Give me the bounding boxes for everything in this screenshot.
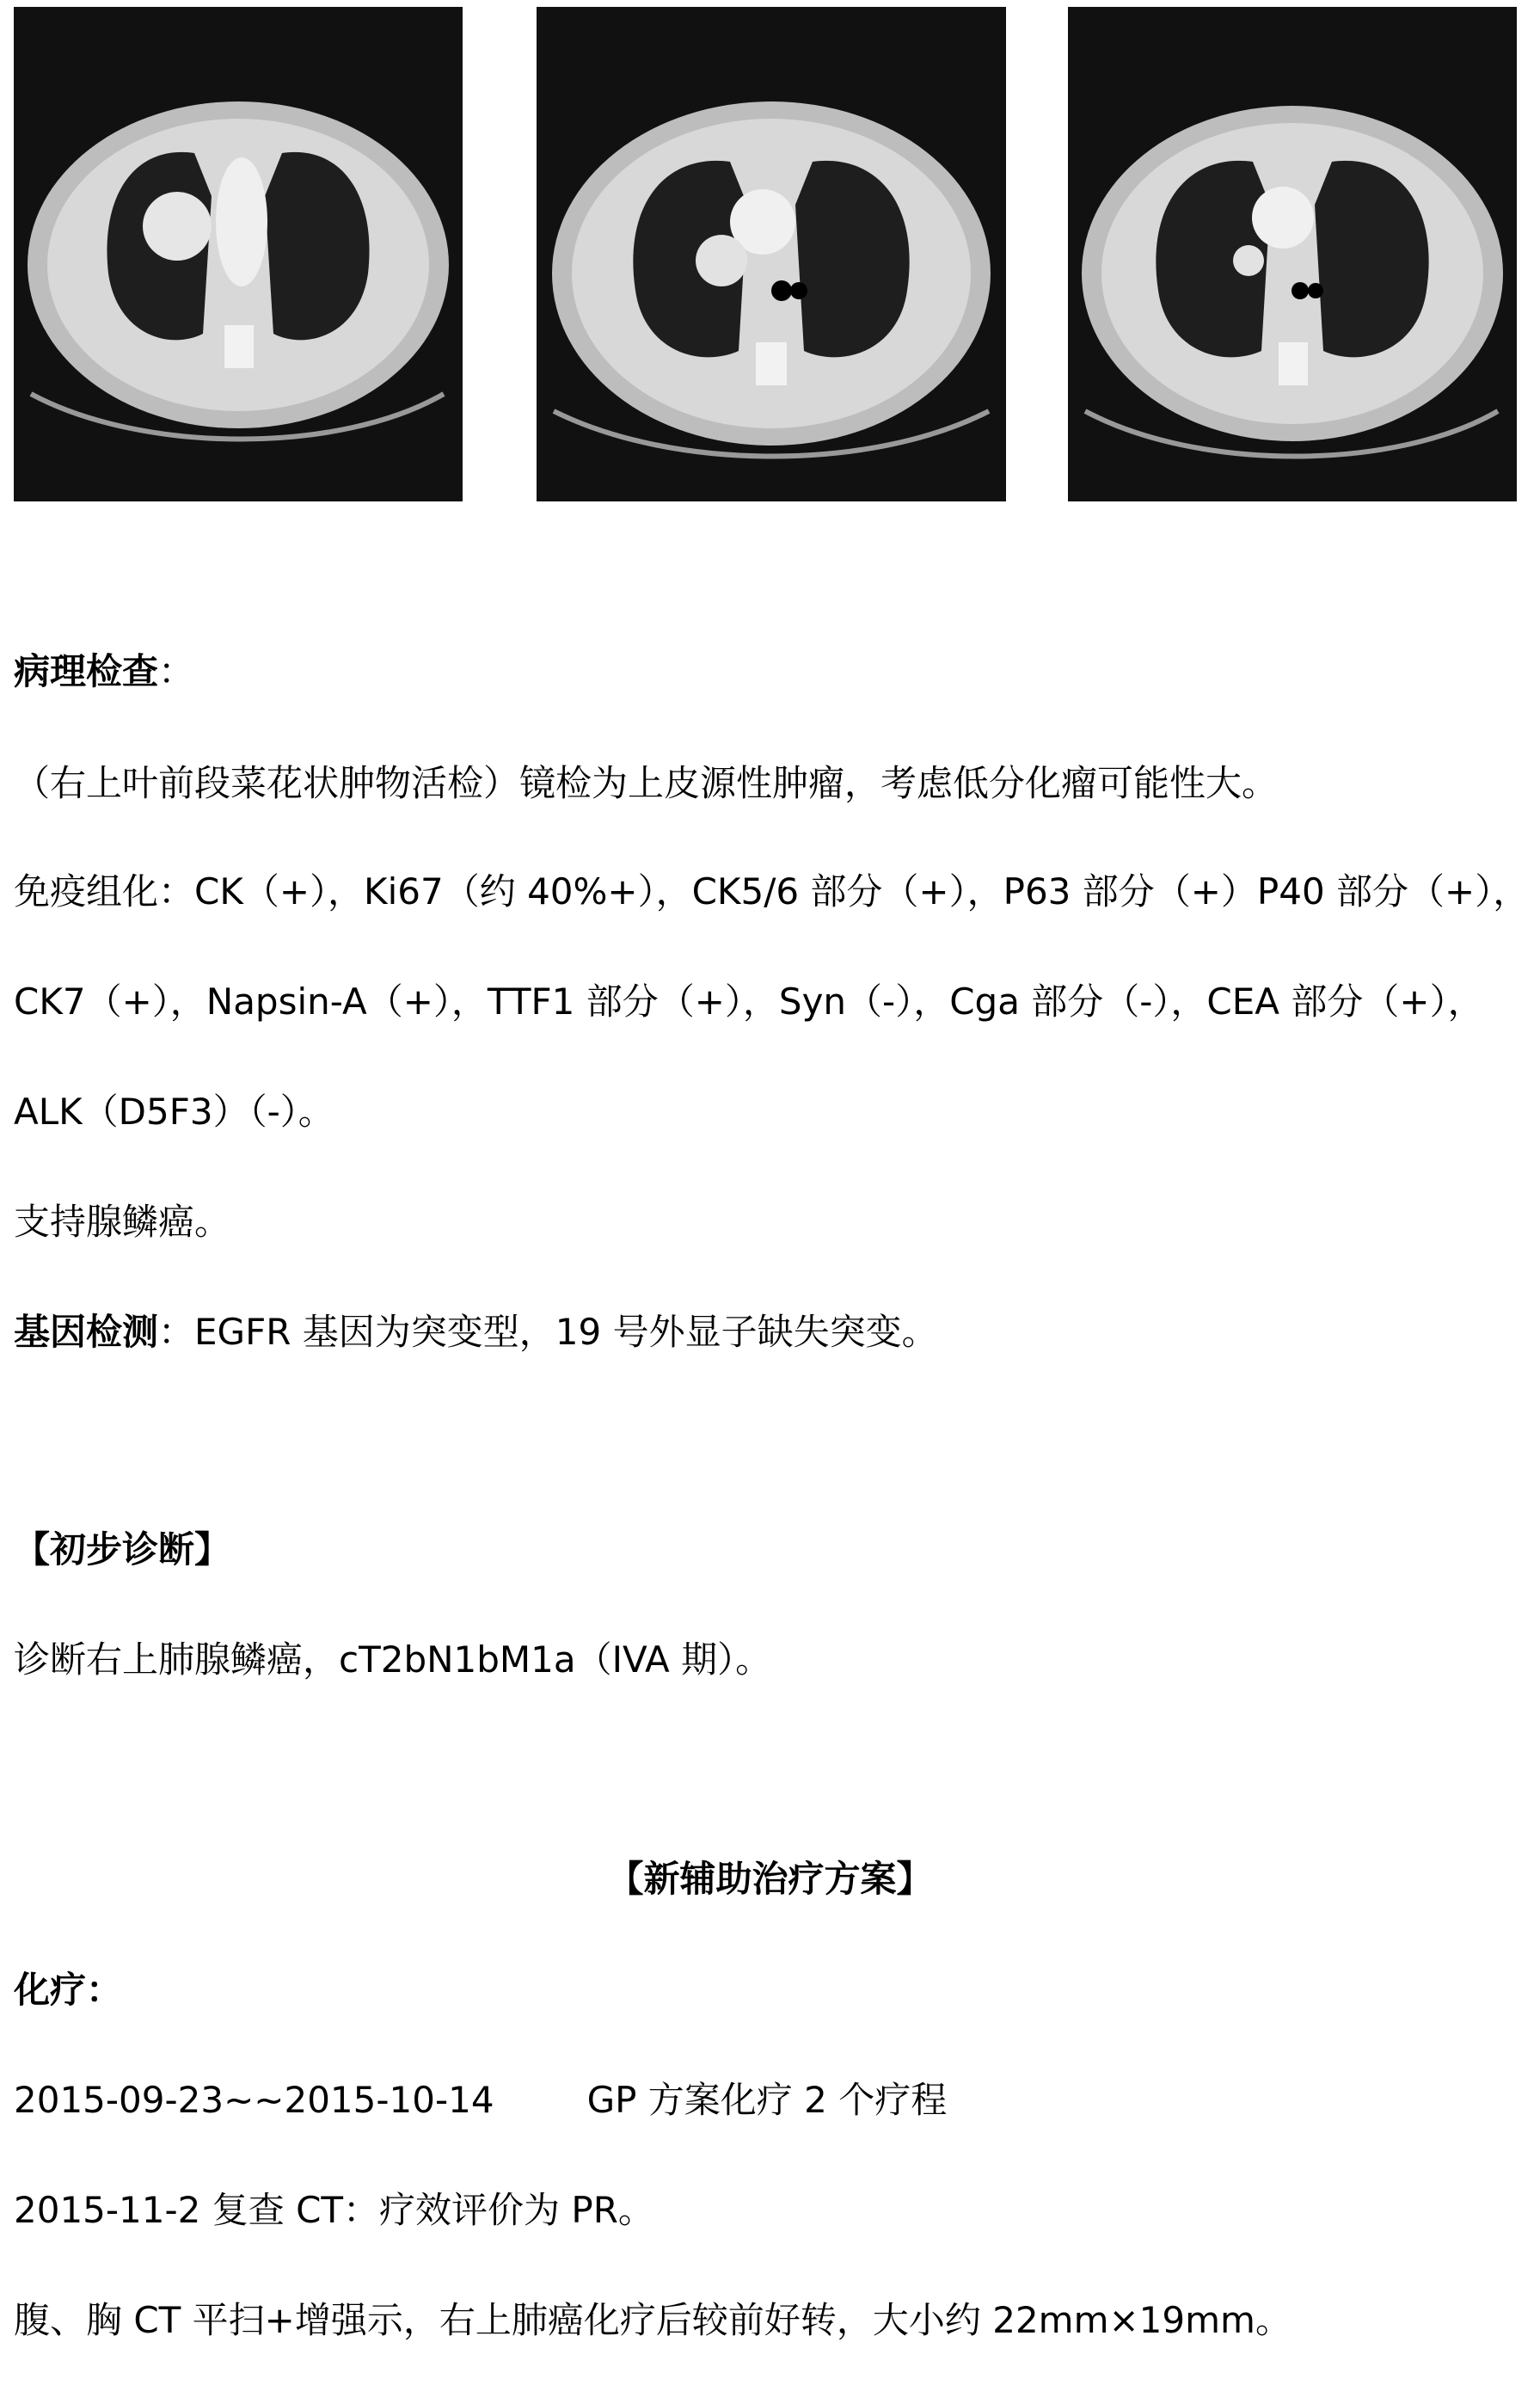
treatment-heading: 【新辅助治疗方案】 — [607, 1858, 933, 1900]
ct-scan-3-graphic — [1068, 7, 1517, 501]
ct-scan-1-graphic — [14, 7, 463, 501]
ihc-line-1: 免疫组化：CK（+），Ki67（约 40%+），CK5/6 部分（+），P63 部分（+）P40 部分（+）， — [14, 870, 1530, 913]
pathology-support: 支持腺鳞癌。 — [14, 1201, 231, 1243]
pathology-heading: 病理检查 — [14, 650, 159, 692]
review-line: 2015-11-2 复查 CT：疗效评价为 PR。 — [14, 2189, 654, 2231]
ct-scan-2 — [537, 7, 1006, 501]
ihc-line-3: ALK（D5F3）（-）。 — [14, 1091, 334, 1133]
diagnosis-text: 诊断右上肺腺鳞癌，cT2bN1bM1a（IVA 期）。 — [14, 1638, 772, 1681]
genetic-text: ：EGFR 基因为突变型，19 号外显子缺失突变。 — [158, 1311, 938, 1353]
genetic-line — [14, 1309, 938, 1355]
genetic-heading: 基因检测 — [14, 1311, 159, 1353]
diagnosis-heading: 【初步诊断】 — [14, 1528, 231, 1571]
ct-scan-2-graphic — [537, 7, 1006, 501]
ct-scan-1 — [14, 7, 463, 501]
ct-scan-3 — [1068, 7, 1517, 501]
chemo-line — [14, 2077, 947, 2124]
ct-result-line: 腹、胸 CT 平扫+增强示，右上肺癌化疗后较前好转，大小约 22mm×19mm。 — [14, 2299, 1292, 2341]
chemo-heading: 化疗： — [14, 1969, 123, 2011]
pathology-biopsy: （右上叶前段菜花状肿物活检）镜检为上皮源性肿瘤，考虑低分化瘤可能性大。 — [14, 762, 1279, 804]
chemo-dates: 2015-09-23~~2015-10-14 — [14, 2079, 494, 2121]
chemo-regimen: GP 方案化疗 2 个疗程 — [586, 2079, 948, 2121]
ihc-line-2: CK7（+），Napsin-A（+），TTF1 部分（+），Syn（-），Cga 部分（-），CEA 部分（+）， — [14, 980, 1484, 1023]
pathology-colon: ： — [158, 650, 195, 692]
pathology-heading-line — [14, 648, 194, 695]
